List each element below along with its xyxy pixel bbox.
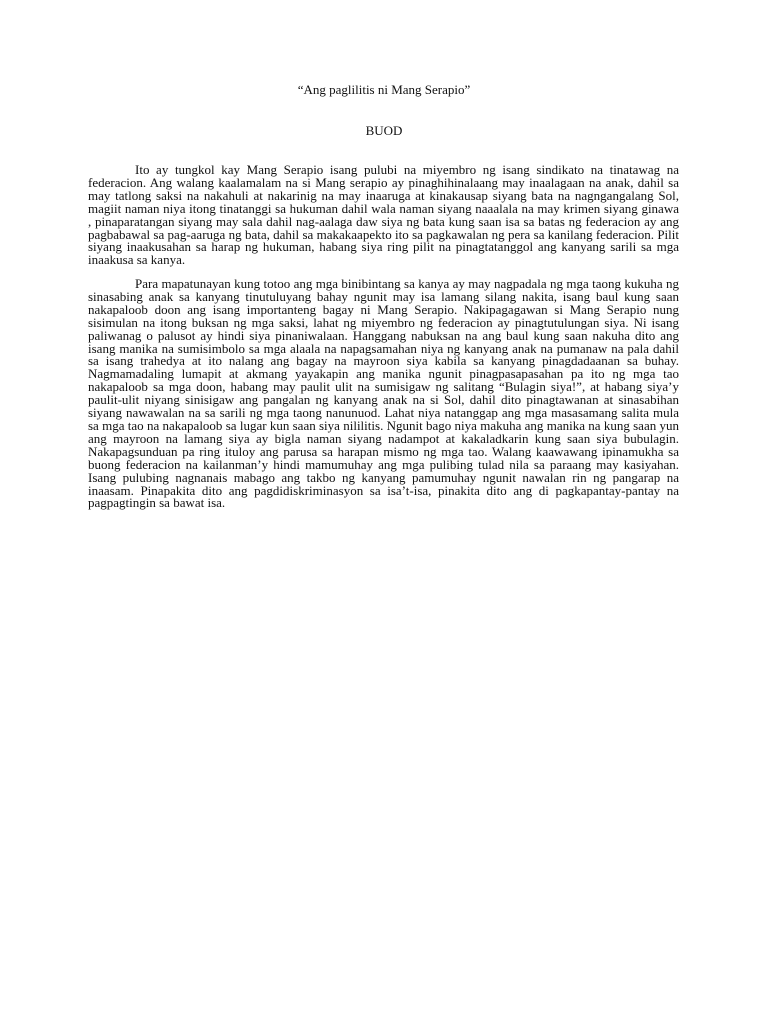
paragraph-text: Para mapatunayan kung totoo ang mga binibintang sa kanya ay may nagpadala ng mga taong kukuha ng sinasabing anak sa kanyang tinutuluyang bahay ngunit may isa lamang silang nakita, isang baul kung saan nakapaloob doon ang isang importanteng bagay ni Mang Serapio. Nakipagagawan si Mang Serapio nung sisimulan na itong buksan ng mga saksi, lahat ng miyembro ng federacion ay pinagtutulungan siya. Ni isang paliwanag o palusot ay hindi siya pinaniwalaan. Hanggang nabuksan na ang baul kung saan nakuha dito ang isang manika na sumisimbolo sa mga alaala na napagsamahan niya ng kanyang anak na pumanaw na pala dahil sa isang trahedya at ito nalang ang bagay na mayroon siya kabila sa kanyang pinagdadaanan sa buhay. Nagmamadaling lumapit at akmang yayakapin ang manika ngunit pinagpasapasahan pa ito ng mga tao nakapaloob sa mga doon, habang may paulit ulit na sumisigaw ng salitang “Bulagin siya!”, at habang siya’y paulit-ulit niyang sinisigaw ang pangalan ng kanyang anak na si Sol, dahil dito pinagtawanan at sinasabihan siyang nawawalan na sa sarili ng mga taong nanunuod. Lahat niya natanggap ang mga masasamang salita mula sa mga tao na nakapaloob sa lugar kun saan siya nililitis. Ngunit bago niya makuha ang manika na kung saan yun ang mayroon na lamang siya ay bigla naman siyang nadampot at kakaladkarin kung saan siya bubulagin. Nakapagsunduan pa ring ituloy ang parusa sa harapan mismo ng mga tao. Walang kaawawang ipinamukha sa buong federacion na kailanman’y hindi mamumuhay ang mga pulibing tulad nila sa paraang may kasiyahan. Isang pulubing nagnanais mabago ang takbo ng kanyang pamumuhay ngunit nawalan rin ng pangarap na inaasam. Pinapakita dito ang pagdidiskriminasyon sa isa’t-isa, pinakita dito ang di pagkapantay-pantay na pagpagtingin sa bawat isa. xyxy=(88,276,679,511)
summary-paragraph-1 xyxy=(88,164,679,267)
summary-paragraph-2 xyxy=(88,278,679,510)
section-heading: BUOD xyxy=(365,123,403,138)
document-title: “Ang paglilitis ni Mang Serapio” xyxy=(297,82,471,97)
paragraph-text: Ito ay tungkol kay Mang Serapio isang pulubi na miyembro ng isang sindikato na tinatawag na federacion. Ang walang kaalamalam na si Mang serapio ay pinaghihinalaang may inaalagaan na anak, dahil sa may tatlong saksi na nakahuli at nakarinig na may inaaruga at kinakausap siyang bata na nagngangalang Sol, magiit naman niya itong tinatanggi sa hukuman dahil wala naman siyang naaalala na may krimen siyang ginawa , pinaparatangan siyang may sala dahil nag-aalaga daw siya ng bata kung saan isa sa batas ng federacion ay ang pagbabawal sa pag-aaruga ng bata, dahil sa makakaapekto ito sa pagkawalan ng pera sa kanilang federacion. Pilit siyang inaakusahan sa harap ng hukuman, habang siya ring pilit na pinagtatanggol ang kanyang sarili sa mga inaakusa sa kanya. xyxy=(88,162,679,268)
